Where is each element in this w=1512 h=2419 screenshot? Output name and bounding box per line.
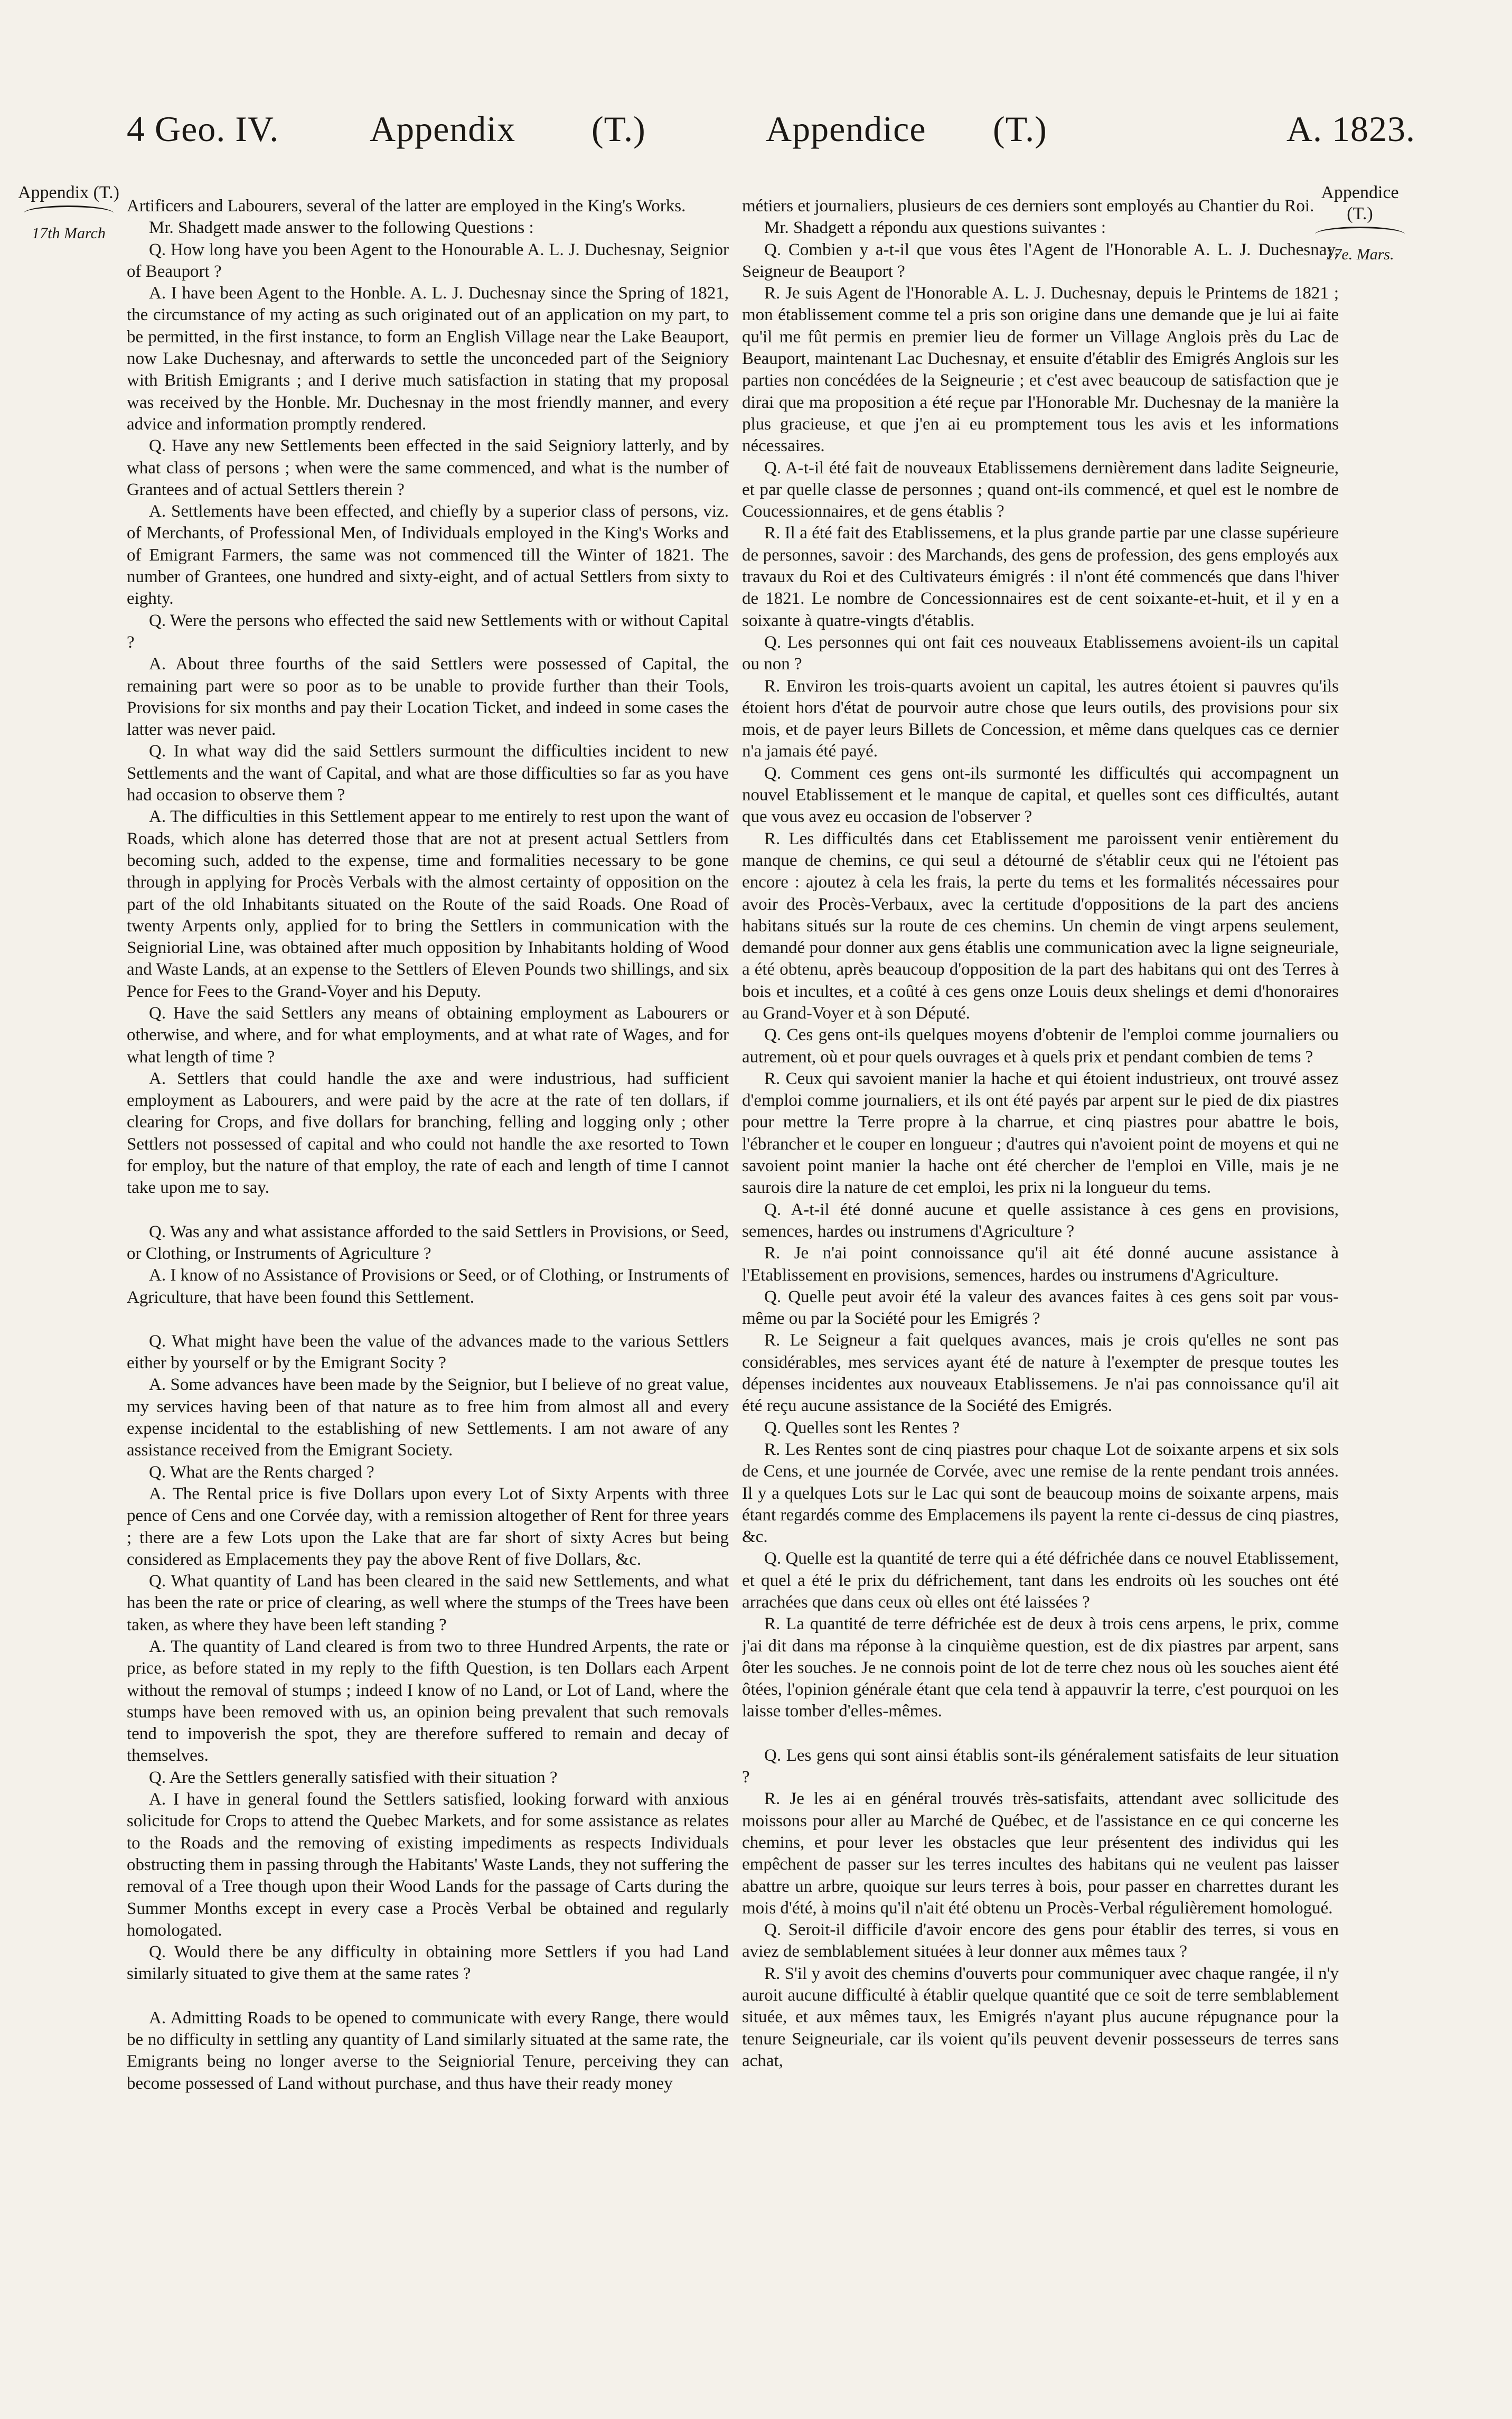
french-paragraph: R. Les difficultés dans cet Etablissement me paroissent venir entièrement du manque de chemins, ce qui seul a détourné de s'établir ceux qui ne l'étoient pas encore : ajoutez à cela les frais, la perte du tems et les formalités nécessaires pour avoir des Procès-Verbaux, avec la certitude d'oppositions de la part des anciens habitans situés sur la route de ces chemins. Un chemin de vingt arpens seulement, demandé pour donner aux gens établis une communication avec la ligne seigneuriale, a été obtenu, après beaucoup d'opposition de la part des habitans qui ont des Terres à bois et incultes, et a coûté à ces gens onze Louis deux shelings et demi d'honoraires au Grand-Voyer et à son Député.: [742, 829, 1339, 1023]
english-paragraph: Mr. Shadgett made answer to the following Questions :: [149, 218, 534, 238]
french-paragraph: Q. Quelle peut avoir été la valeur des avances faites à ces gens soit par vous-même ou par la Société pour les Emigrés ?: [742, 1287, 1339, 1329]
margin-note-left: [16, 182, 121, 244]
french-paragraph: Q. Ces gens ont-ils quelques moyens d'obtenir de l'emploi comme journaliers ou autrement, où et pour quels ouvrages et à quels prix et pendant combien de tems ?: [742, 1025, 1339, 1067]
brace-mark: [24, 206, 114, 221]
french-paragraph: R. Je suis Agent de l'Honorable A. L. J. Duchesnay, depuis le Printems de 1821 ; mon établissement comme tel a pris son origine dans une demande que je lui ai faite qu'il me fût permis en premier lieu de former un Village Anglois près du Lac de Beauport, maintenant Lac Duchesnay, et ensuite d'établir des Emigrés Anglois sur les parties non concédées de la Seigneurie ; et c'est avec beaucoup de satisfaction que je dirai que ma proposition a été reçue par l'Honorable Mr. Duchesnay de la manière la plus gracieuse, et que j'en ai eu promptement tous les avis et les informations nécessaires.: [742, 284, 1339, 456]
margin-date-right: 17e. Mars.: [1326, 246, 1394, 263]
english-paragraph: A. I have been Agent to the Honble. A. L. J. Duchesnay since the Spring of 1821, the circumstance of my acting as such originated out of an application on my part, to be permitted, in the first instance, to form an English Village near the Lake Beauport, now Lake Duchesnay, and afterwards to settle the unconceded part of the Seigniory with British Emigrants ; and I derive much satisfaction in stating that my proposal was received by the Honble. Mr. Duchesnay in the most friendly manner, and every advice and information promptly rendered.: [127, 284, 729, 434]
english-paragraph: A. Admitting Roads to be opened to communicate with every Range, there would be no difficulty in settling any quantity of Land similarly situated at the same rate, the Emigrants being no longer averse to the Seigniorial Tenure, perceiving they can become possessed of Land without purchase, and thus have their ready money: [127, 2008, 729, 2093]
english-column: [127, 195, 729, 2398]
appendix-label-fr: Appendice: [766, 109, 926, 149]
french-paragraph: R. Les Rentes sont de cinq piastres pour chaque Lot de soixante arpens et six sols de Cens, et une journée de Corvée, avec une remise de la rente pendant trois années. Il y a quelques Lots sur le Lac qui sont de beaucoup moins de soixante arpens, mais étant regardés comme des Emplacemens ils payent la rente ci-dessus de cinq piastres, &c.: [742, 1440, 1339, 1547]
appendix-tag-fr: (T.): [993, 109, 1047, 149]
english-paragraph: Artificers and Labourers, several of the latter are employed in the King's Works.: [127, 197, 686, 216]
appendix-label-en: Appendix: [370, 109, 516, 149]
french-paragraph: métiers et journaliers, plusieurs de ces derniers sont employés au Chantier du Roi.: [742, 197, 1314, 216]
english-paragraph: Q. What are the Rents charged ?: [149, 1462, 374, 1482]
running-header: [127, 108, 1415, 161]
french-paragraph: Q. A-t-il été donné aucune et quelle assistance à ces gens en provisions, semences, hardes ou instrumens d'Agriculture ?: [742, 1200, 1339, 1241]
french-paragraph: Q. Quelles sont les Rentes ?: [764, 1418, 960, 1437]
french-paragraph: Q. Les gens qui sont ainsi établis sont-ils généralement satisfaits de leur situation ?: [742, 1745, 1339, 1787]
english-paragraph: Q. Was any and what assistance afforded to the said Settlers in Provisions, or Seed, or Clothing, or Instruments of Agriculture ?: [127, 1222, 729, 1263]
french-paragraph: Q. Seroit-il difficile d'avoir encore des gens pour établir des terres, si vous en aviez de semblablement situées à leur donner aux mêmes taux ?: [742, 1920, 1339, 1962]
french-paragraph: Q. A-t-il été fait de nouveaux Etablissemens dernièrement dans ladite Seigneurie, et par quelle classe de personnes ; quand ont-ils commencé, et quel est le nombre de Coucessionnaires, et de gens établis ?: [742, 458, 1339, 521]
english-paragraph: Q. Have the said Settlers any means of obtaining employment as Labourers or otherwise, and where, and for what employments, and at what rate of Wages, and for what length of time ?: [127, 1003, 729, 1067]
english-paragraph: Q. What quantity of Land has been cleared in the said new Settlements, and what has been the rate or price of clearing, as well where the stumps of the Trees have been taken, as where they have been left standing ?: [127, 1572, 729, 1635]
english-paragraph: A. Settlements have been effected, and chiefly by a superior class of persons, viz. of Merchants, of Professional Men, of Individuals employed in the King's Works and of Emigrant Farmers, the same was not commenced till the Winter of 1821. The number of Grantees, one hundred and sixty-eight, and of actual Settlers from sixty to eighty.: [127, 502, 729, 609]
english-paragraph: Q. How long have you been Agent to the Honourable A. L. J. Duchesnay, Seignior of Beauport ?: [127, 240, 729, 281]
french-paragraph: R. S'il y avoit des chemins d'ouverts pour communiquer avec chaque rangée, il n'y auroit aucune difficulté à établir quelque quantité que ce soit de terre semblablement située, et aux mêmes taux, les Emigrés n'ayant plus aucune répugnance pour la tenure Seigneuriale, car ils voient qu'ils peuvent devenir possesseurs de terres sans achat,: [742, 1964, 1339, 2070]
english-paragraph: A. I know of no Assistance of Provisions or Seed, or of Clothing, or Instruments of Agriculture, that have been found this Settlement.: [127, 1266, 729, 1307]
french-paragraph: Q. Comment ces gens ont-ils surmonté les difficultés qui accompagnent un nouvel Etablissement et le manque de capital, et quelles sont ces difficultés, autant que vous avez eu occasion de l'observer ?: [742, 763, 1339, 827]
english-paragraph: A. The Rental price is five Dollars upon every Lot of Sixty Arpents with three pence of Cens and one Corvée day, with a remission altogether of Rent for three years ; there are a few Lots upon the Lake that are far short of sixty Acres but being considered as Emplacements they pay the above Rent of five Dollars, &c.: [127, 1484, 729, 1569]
french-paragraph: R. Il a été fait des Etablissemens, et la plus grande partie par une classe supérieure de personnes, savoir : des Marchands, des gens de profession, des gens employés aux travaux du Roi et des Cultivateurs émigrés : il n'ont été commencés que dans l'hiver de 1821. Le nombre de Concessionnaires est de cent soixante-et-huit, et il y en a soixante à quatre-vingts d'établis.: [742, 524, 1339, 630]
french-paragraph: R. Le Seigneur a fait quelques avances, mais je crois qu'elles ne sont pas considérables, mes services ayant été de nature à l'exempter de presque toutes les dépenses incidentes aux nouveaux Etablissemens. Je n'ai pas connoissance qu'il ait été reçu aucune assistance de la Société des Emigrés.: [742, 1331, 1339, 1416]
margin-tag-left: Appendix (T.): [18, 183, 119, 202]
header-year: A. 1823.: [1286, 109, 1415, 149]
english-paragraph: Q. In what way did the said Settlers surmount the difficulties incident to new Settlements and the want of Capital, and what are those difficulties so far as you have had occasion to observe them ?: [127, 742, 729, 805]
appendix-tag-en: (T.): [591, 109, 646, 149]
french-paragraph: R. Ceux qui savoient manier la hache et qui étoient industrieux, ont trouvé assez d'emploi comme journaliers, et ils ont été payés par arpent sur le pied de dix piastres pour mettre la Terre propre à la charrue, et cinq piastres pour abattre le bois, l'ébrancher et le couper en longueur ; d'autres qui n'avoient point de moyens et qui ne savoient point manier la hache ont été chercher de l'emploi en Ville, mais je ne saurois dire la nature de cet emploi, les prix ni la longueur du tems.: [742, 1069, 1339, 1198]
english-paragraph: A. Settlers that could handle the axe and were industrious, had sufficient employment as Labourers, and were paid by the acre at the rate of ten dollars, if clearing for Crops, and five dollars for branching, felling and logging only ; other Settlers not possessed of capital and who could not handle the axe resorted to Town for employ, but the nature of that employ, the rate of each and length of time I cannot take upon me to say.: [127, 1069, 729, 1198]
english-paragraph: A. The difficulties in this Settlement appear to me entirely to rest upon the want of Roads, which alone has deterred those that are not at present actual Settlers from becoming such, added to the expense, time and formalities necessary to be gone through in applying for Procès Verbals with the almost certainty of opposition on the part of the old Inhabitants situated on the Route of the said Roads. One Road of twenty Arpents only, applied for to bring the Settlers in communication with the Seigniorial Line, was obtained after much opposition by Inhabitants holding of Wood and Waste Lands, at an expense to the Settlers of Eleven Pounds two shillings, and six Pence for Fees to the Grand-Voyer and his Deputy.: [127, 807, 729, 1001]
margin-tag-right: Appendice (T.): [1321, 183, 1399, 223]
english-paragraph: A. About three fourths of the said Settlers were possessed of Capital, the remaining part were so poor as to be unable to provide further than their Tools, Provisions for six months and pay their Location Ticket, and indeed in some cases the latter was never paid.: [127, 655, 729, 740]
french-paragraph: Q. Quelle est la quantité de terre qui a été défrichée dans ce nouvel Etablissement, et quel a été le prix du défrichement, tant dans les endroits où les souches ont été arrachées que dans ceux où elles ont été laissées ?: [742, 1549, 1339, 1612]
english-paragraph: Q. Have any new Settlements been effected in the said Seigniory latterly, and by what class of persons ; when were the same commenced, and what is the number of Grantees and of actual Settlers therein ?: [127, 436, 729, 499]
english-paragraph: A. Some advances have been made by the Seignior, but I believe of no great value, my services having been of that nature as to free him from almost all and every expense incidental to the establishing of new Settlements. I am not aware of any assistance received from the Emigrant Society.: [127, 1375, 729, 1460]
french-paragraph: Q. Combien y a-t-il que vous êtes l'Agent de l'Honorable A. L. J. Duchesnay, Seigneur de Beauport ?: [742, 240, 1339, 281]
english-paragraph: Q. What might have been the value of the advances made to the various Settlers either by yourself or by the Emigrant Socity ?: [127, 1331, 729, 1373]
french-paragraph: R. Je les ai en général trouvés très-satisfaits, attendant avec sollicitude des moissons pour aller au Marché de Québec, et de l'assistance en ce qui concerne les chemins, et pour lever les obstacles que leur présentent des individus qui les empêchent de passer sur les terres incultes des habitans qui ne veulent pas laisser abattre un arbre, quoique sur leurs terres à bois, pour passer en charrettes durant les mois d'été, à moins qu'il n'ait été obtenu un Procès-Verbal régulièrement homologué.: [742, 1789, 1339, 1918]
regnal-year: 4 Geo. IV.: [127, 109, 279, 149]
french-paragraph: Mr. Shadgett a répondu aux questions suivantes :: [764, 218, 1106, 238]
english-paragraph: A. I have in general found the Settlers satisfied, looking forward with anxious solicitude for Crops to attend the Quebec Markets, and for some assistance as relates to the Roads and the removing of existing impediments as respects Individuals obstructing them in passing through the Habitants' Waste Lands, they not suffering the removal of a Tree though upon their Wood Lands for the passage of Carts during the Summer Months except in every case a Procès Verbal be obtained and regularly homologated.: [127, 1790, 729, 1940]
margin-date-left: 17th March: [32, 225, 106, 242]
french-column: [742, 195, 1339, 2398]
english-paragraph: A. The quantity of Land cleared is from two to three Hundred Arpents, the rate or price, as before stated in my reply to the fifth Question, is ten Dollars each Arpent without the removal of stumps ; indeed I know of no Land, or Lot of Land, where the stumps have been removed with us, an opinion being prevalent that such removals tend to impoverish the spot, they are therefore suffered to remain and decay of themselves.: [127, 1637, 729, 1766]
french-paragraph: Q. Les personnes qui ont fait ces nouveaux Etablissemens avoient-ils un capital ou non ?: [742, 632, 1339, 674]
english-paragraph: Q. Are the Settlers generally satisfied with their situation ?: [149, 1768, 558, 1787]
english-paragraph: Q. Were the persons who effected the said new Settlements with or without Capital ?: [127, 611, 729, 652]
french-paragraph: R. Environ les trois-quarts avoient un capital, les autres étoient si pauvres qu'ils étoient hors d'état de pourvoir autre chose que leurs outils, des provisions pour six mois, et de payer leurs Billets de Concession, et même dans quelques cas ce dernier n'a jamais été payé.: [742, 676, 1339, 761]
french-paragraph: R. Je n'ai point connoissance qu'il ait été donné aucune assistance à l'Etablissement en provisions, semences, hardes ou instrumens d'Agriculture.: [742, 1244, 1339, 1285]
english-paragraph: Q. Would there be any difficulty in obtaining more Settlers if you had Land similarly situated to give them at the same rates ?: [127, 1942, 729, 1984]
french-paragraph: R. La quantité de terre défrichée est de deux à trois cens arpens, le prix, comme j'ai dit dans ma réponse à la cinquième question, est de dix piastres par arpent, sans ôter les souches. Je ne connois point de lot de terre chez nous où les souches aient été ôtées, l'opinion générale étant que cela tend à appauvrir la terre, c'est pourquoi on les laisse tomber d'elles-mêmes.: [742, 1614, 1339, 1721]
